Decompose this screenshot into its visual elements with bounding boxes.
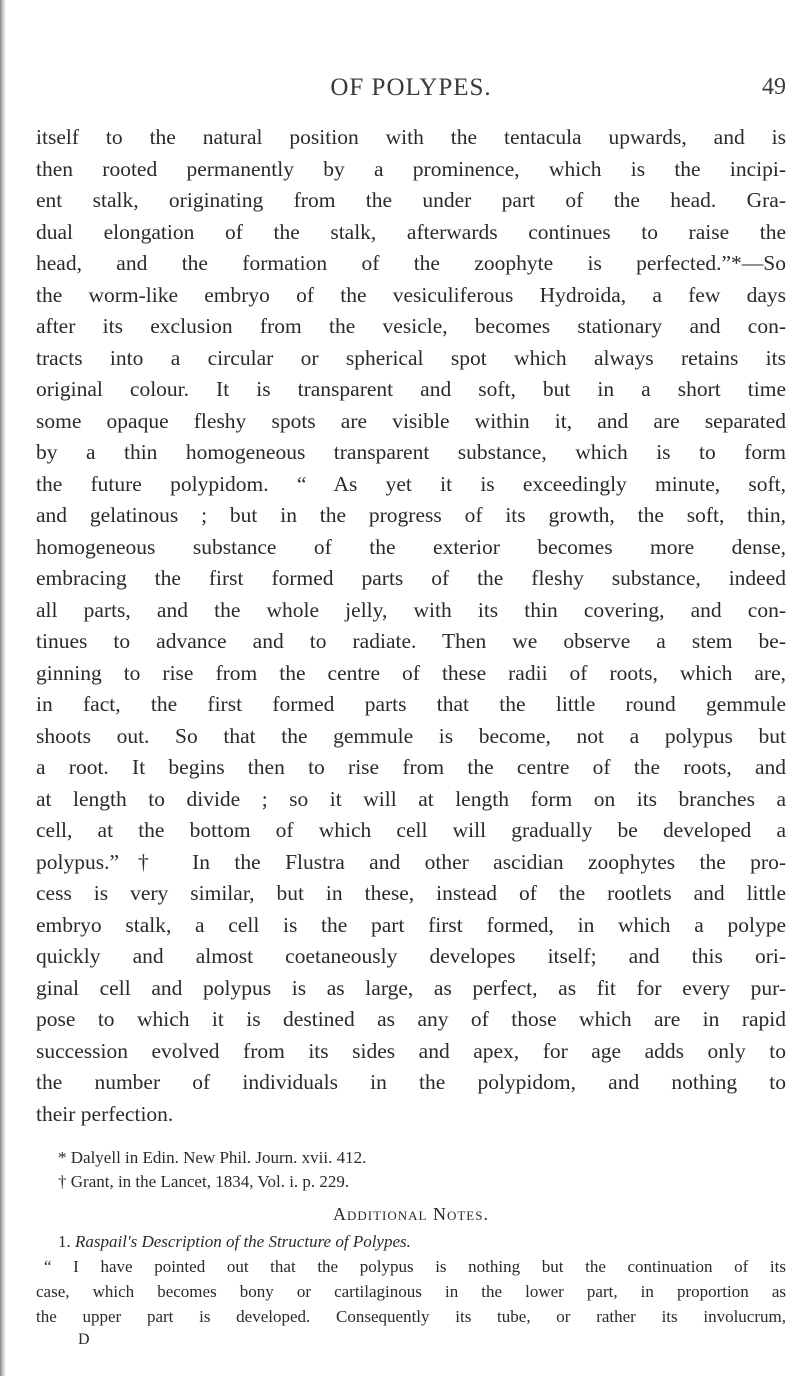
signature-mark: D [78,1331,90,1348]
page-number: 49 [762,74,786,100]
running-head [36,74,786,114]
page-edge-shadow [0,0,6,1376]
text-line: original colour. It is transparent and soft, but in a short time [36,377,786,401]
text-line: pose to which it is destined as any of those which are in rapid [36,1007,786,1031]
text-line: the future polypidom. “ As yet it is exceedingly minute, soft, [36,471,786,496]
text-line: their perfection. [36,1101,174,1126]
note-title-text: Raspail's Description of the Structure of Polypes. [75,1232,411,1251]
text-line: ent stalk, originating from the under part of the head. Gra- [36,188,786,212]
running-title: OF POLYPES. [330,74,492,101]
note-line: case, which becomes bony or cartilaginous in the lower part, in proportion as [36,1282,786,1301]
text-line: a root. It begins then to rise from the centre of the roots, and [36,755,786,779]
text-line: homogeneous substance of the exterior becomes more dense, [36,534,786,559]
text-line: embryo stalk, a cell is the part first formed, in which a polype [36,912,786,937]
text-line: and gelatinous ; but in the progress of its growth, the soft, thin, [36,503,786,527]
text-line: head, and the formation of the zoophyte is perfected.”*—So [36,251,786,275]
footnote-asterisk: * Dalyell in Edin. New Phil. Journ. xvii. 412. [58,1148,367,1167]
note-number: 1. [58,1232,71,1251]
additional-notes-heading: Additional Notes. [333,1204,489,1224]
text-line: ginning to rise from the centre of these radii of roots, which are, [36,660,786,685]
text-line: quickly and almost coetaneously developes itself; and this ori- [36,944,786,968]
text-line: succession evolved from its sides and apex, for age adds only to [36,1038,786,1063]
note-body [36,1254,786,1329]
text-line: after its exclusion from the vesicle, becomes stationary and con- [36,314,786,338]
text-line: at length to divide ; so it will at length form on its branches a [36,786,786,811]
text-line: tinues to advance and to radiate. Then we observe a stem be- [36,629,786,653]
footnote-dagger: † Grant, in the Lancet, 1834, Vol. i. p. 229. [58,1172,350,1191]
note-line: “ I have pointed out that the polypus is nothing but the continuation of its [44,1257,786,1276]
text-line: then rooted permanently by a prominence, which is the incipi- [36,156,786,181]
text-line: dual elongation of the stalk, afterwards continues to raise the [36,219,786,244]
text-line: itself to the natural position with the tentacula upwards, and is [36,125,786,149]
text-line: tracts into a circular or spherical spot which always retains its [36,345,786,370]
text-line: cell, at the bottom of which cell will gradually be developed a [36,818,786,842]
text-line: cess is very similar, but in these, instead of the rootlets and little [36,881,786,905]
text-line: embracing the first formed parts of the fleshy substance, indeed [36,566,786,590]
text-line: ginal cell and polypus is as large, as perfect, as fit for every pur- [36,975,786,1000]
text-line: by a thin homogeneous transparent substance, which is to form [36,440,786,464]
text-line: some opaque fleshy spots are visible within it, and are separated [36,408,786,433]
text-line: polypus.”† In the Flustra and other ascidian zoophytes the pro- [36,849,786,874]
footnotes [36,1146,786,1194]
note-line: the upper part is developed. Consequently its tube, or rather its involucrum, [36,1307,786,1326]
note-title [36,1229,786,1254]
text-line: in fact, the first formed parts that the little round gemmule [36,692,786,716]
main-text [36,122,786,1130]
text-line: the worm-like embryo of the vesiculiferous Hydroida, a few days [36,282,786,307]
text-line: shoots out. So that the gemmule is become, not a polypus but [36,723,786,748]
text-line: the number of individuals in the polypidom, and nothing to [36,1070,786,1094]
text-line: all parts, and the whole jelly, with its thin covering, and con- [36,597,786,622]
book-page [36,74,786,1351]
